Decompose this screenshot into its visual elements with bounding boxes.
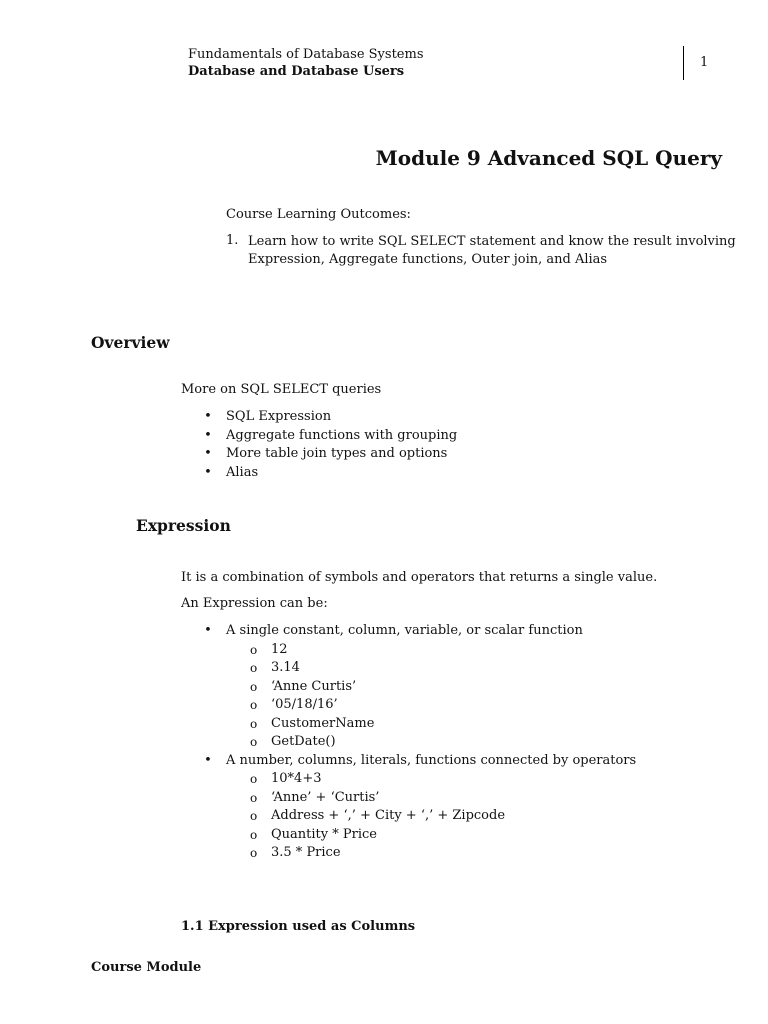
sub-list-item-text: 3.14 [271, 660, 300, 675]
sub-list-item-text: ‘Anne’ + ‘Curtis’ [271, 789, 380, 805]
list-item-text: More table join types and options [226, 446, 448, 461]
overview-bullet-list [203, 408, 457, 482]
circle-bullet-icon: o [250, 827, 258, 842]
bullet-icon: • [204, 409, 212, 424]
outcome-line-2: Expression, Aggregate functions, Outer join, and Alias [248, 252, 608, 267]
list-item-text: Aggregate functions with grouping [226, 427, 458, 443]
list-item-text: A number, columns, literals, functions connected by operators [226, 752, 637, 768]
sub-list-item [203, 844, 636, 863]
outcome-text [248, 233, 736, 269]
header-course-name: Fundamentals of Database Systems [188, 47, 424, 62]
learning-outcomes-label: Course Learning Outcomes: [226, 207, 411, 222]
expression-can-be: An Expression can be: [181, 596, 328, 611]
list-item-text: Alias [226, 464, 259, 480]
expression-heading: Expression [136, 516, 231, 535]
sub-list-item [203, 715, 636, 734]
sub-list-item [203, 641, 636, 660]
circle-bullet-icon: o [250, 772, 258, 786]
sub-list-item-text: 10*4+3 [271, 771, 322, 786]
sub-list-item [203, 770, 636, 789]
sub-list-item [203, 678, 636, 697]
module-title: Module 9 Advanced SQL Query [375, 146, 722, 170]
circle-bullet-icon: o [250, 698, 258, 712]
footer-label: Course Module [91, 960, 202, 975]
sub-list-item [203, 826, 636, 845]
list-item [203, 622, 636, 641]
circle-bullet-icon: o [250, 642, 258, 657]
expression-group-1 [203, 622, 636, 863]
overview-intro: More on SQL SELECT queries [181, 382, 382, 397]
sub-list-item-text: GetDate() [271, 734, 336, 749]
bullet-icon: • [204, 427, 212, 443]
section-title: 1.1 Expression used as Columns [181, 919, 416, 934]
sub-list-item [203, 789, 636, 808]
bullet-icon: • [204, 623, 212, 638]
outcome-number: 1. [226, 233, 239, 248]
sub-list-item-text: 3.5 * Price [271, 845, 341, 860]
sub-list-item [203, 659, 636, 678]
bullet-icon: • [204, 464, 212, 480]
list-item [203, 408, 457, 427]
circle-bullet-icon: o [250, 661, 258, 675]
expression-definition: It is a combination of symbols and operators that returns a single value. [181, 570, 658, 585]
circle-bullet-icon: o [250, 809, 258, 823]
sub-list-item-text: Quantity * Price [271, 826, 377, 842]
sub-list-item-text: 12 [271, 641, 288, 657]
bullet-icon: • [204, 446, 212, 461]
sub-list-item-text: Address + ‘,’ + City + ‘,’ + Zipcode [271, 808, 506, 823]
sub-list-item [203, 807, 636, 826]
sub-list-item-text: ‘Anne Curtis’ [271, 678, 357, 694]
header-topic: Database and Database Users [188, 64, 405, 79]
outcome-line-1: Learn how to write SQL SELECT statement and know the result involving [248, 234, 736, 249]
circle-bullet-icon: o [250, 846, 258, 860]
circle-bullet-icon: o [250, 790, 258, 805]
circle-bullet-icon: o [250, 735, 258, 749]
list-item [203, 445, 457, 464]
sub-list-item-text: ‘05/18/16’ [271, 697, 338, 712]
list-item-text: A single constant, column, variable, or scalar function [226, 623, 583, 638]
bullet-icon: • [204, 752, 212, 768]
list-item [203, 752, 636, 771]
list-item-text: SQL Expression [226, 409, 332, 424]
page-number: 1 [700, 55, 709, 70]
list-item [203, 464, 457, 483]
circle-bullet-icon: o [250, 679, 258, 694]
list-item [203, 427, 457, 446]
sub-list-item-text: CustomerName [271, 715, 375, 731]
sub-list-item [203, 733, 636, 752]
overview-heading: Overview [91, 333, 170, 352]
header-divider [683, 46, 684, 80]
circle-bullet-icon: o [250, 716, 258, 731]
sub-list-item [203, 696, 636, 715]
